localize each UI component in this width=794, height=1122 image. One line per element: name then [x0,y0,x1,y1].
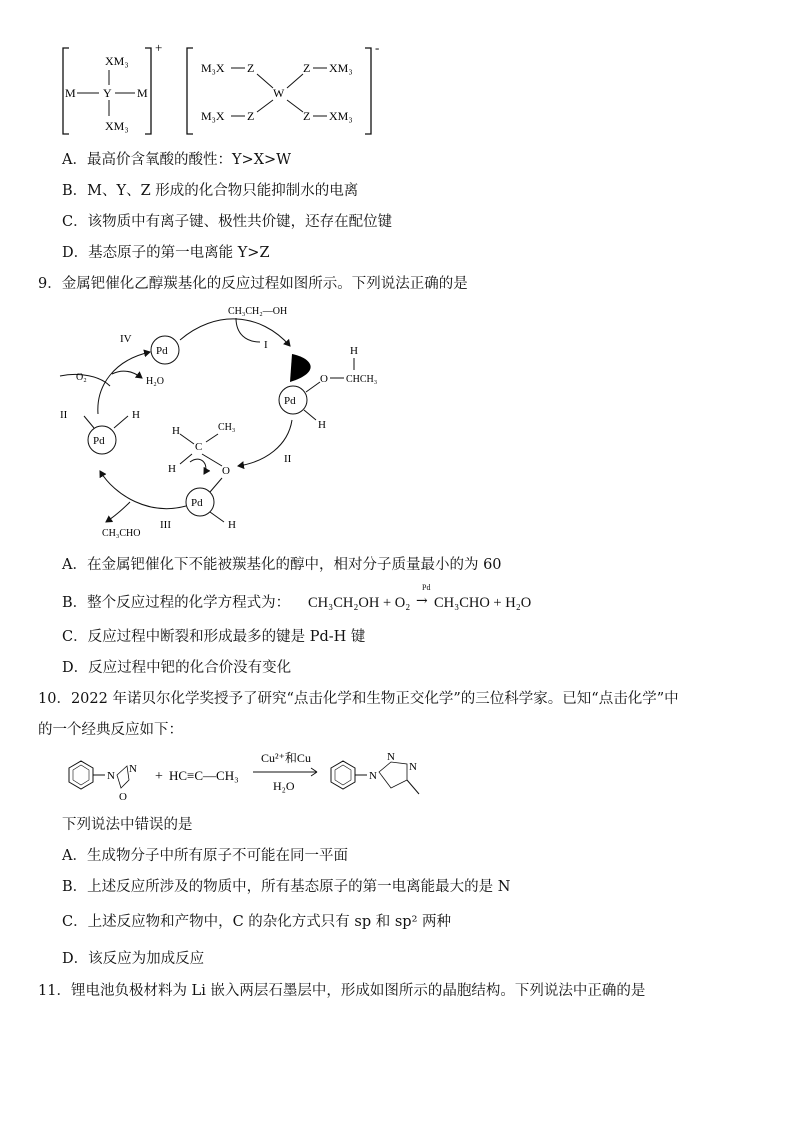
condition-top: Cu²⁺和Cu [261,751,311,765]
anion-tr-z: Z [303,61,311,75]
q8-option-a: A．最高价含氧酸的酸性：Y>X>W [62,152,292,168]
product-n1: N [369,770,377,782]
catalytic-cycle-diagram [50,296,410,546]
q8-option-c: C．该物质中有离子键、极性共价键，还存在配位键 [62,214,393,230]
h-left-a: II [60,409,68,421]
o-center: O [222,465,230,477]
h-c1: H [172,425,180,437]
cation-charge: + [155,40,163,55]
cation-xm-top: XM₃ [105,54,129,68]
h2o-label: H₂O [146,376,164,387]
q8-option-d: D．基态原子的第一电离能 Y>Z [62,245,270,261]
h-c2: H [168,463,176,475]
q9-option-b-text: B．整个反应过程的化学方程式为： [62,595,291,611]
reactant-o: O [119,791,127,803]
product-n2: N [387,751,395,763]
product-n3: N [409,761,417,773]
q10-option-d: D．该反应为加成反应 [62,951,205,967]
pd-top: Pd [156,345,168,357]
anion-z1: Z [247,61,255,75]
o-right: O [320,373,328,385]
plus-sign: + [155,769,163,784]
anion-br-z: Z [303,109,311,123]
h-bottom: H [228,519,236,531]
q10-option-b: B．上述反应所涉及的物质中，所有基态原子的第一电离能最大的是 N [62,879,511,895]
ethanol-label: CH₃CH₂—OH [228,306,288,317]
c-center: C [195,441,203,453]
step-iv: IV [120,333,132,345]
q8-option-b: B．M、Y、Z 形成的化合物只能抑制水的电离 [62,183,359,199]
q9-option-c: C．反应过程中断裂和形成最多的键是 Pd-H 键 [62,629,366,645]
cation-y: Y [103,86,112,100]
anion-z3: Z [247,109,255,123]
q9-option-d: D．反应过程中钯的化合价没有变化 [62,660,292,676]
anion-br: XM₃ [329,109,353,123]
anion-bl: M₃X [201,109,225,123]
cation-m-left: M [65,86,76,100]
q9-stem: 9．金属钯催化乙醇羰基化的反应过程如图所示。下列说法正确的是 [38,276,468,292]
q10-prompt: 下列说法中错误的是 [62,817,193,833]
q10-stem-2: 的一个经典反应如下： [38,722,183,738]
chch3-label: CHCH₃ [346,374,378,385]
q9-option-a: A．在金属钯催化下不能被羰基化的醇中，相对分子质量最小的为 60 [62,557,502,573]
anion-charge: - [375,40,380,55]
q10-stem-1: 10．2022 年诺贝尔化学奖授予了研究“点击化学和生物正交化学”的三位科学家。已知“点击化学”中 [38,691,679,707]
click-reaction-scheme [55,744,475,810]
o2-label: O₂ [76,372,87,383]
h-left-b: H [132,409,140,421]
ionic-structure-figure [55,40,395,142]
q10-option-c: C．上述反应物和产物中，C 的杂化方式只有 sp 和 sp² 两种 [62,914,451,930]
ch3-top: CH₃ [218,422,236,433]
reactant-n: N [107,770,115,782]
alkyne-label: HC≡C—CH₃ [169,768,239,783]
condition-bottom: H₂O [273,779,295,793]
q11-stem: 11．锂电池负极材料为 Li 嵌入两层石墨层中，形成如图所示的晶胞结构。下列说法中正确的是 [38,983,646,999]
pd-right: Pd [284,395,296,407]
q9-option-b-arrow: → [416,593,428,609]
q9-option-b-catalyst: Pd [422,583,431,592]
pd-bottom: Pd [191,497,203,509]
h-right-top: H [350,345,358,357]
anion-w: W [273,86,285,100]
step-iii: III [160,519,171,531]
step-i: I [264,339,268,351]
anion-tl: M₃X [201,61,225,75]
cation-xm-bottom: XM₃ [105,119,129,133]
cation-m-right: M [137,86,148,100]
step-ii: II [284,453,292,465]
pd-left: Pd [93,435,105,447]
q9-option-b-eq-left: CH₃CH₂OH + O₂ [308,595,411,611]
q10-option-a: A．生成物分子中所有原子不可能在同一平面 [62,848,348,864]
h-right: H [318,419,326,431]
acetaldehyde-label: CH₃CHO [102,528,141,539]
reactant-n2: N [129,763,137,775]
anion-tr: XM₃ [329,61,353,75]
q9-option-b-eq-right: CH₃CHO + H₂O [434,595,532,611]
